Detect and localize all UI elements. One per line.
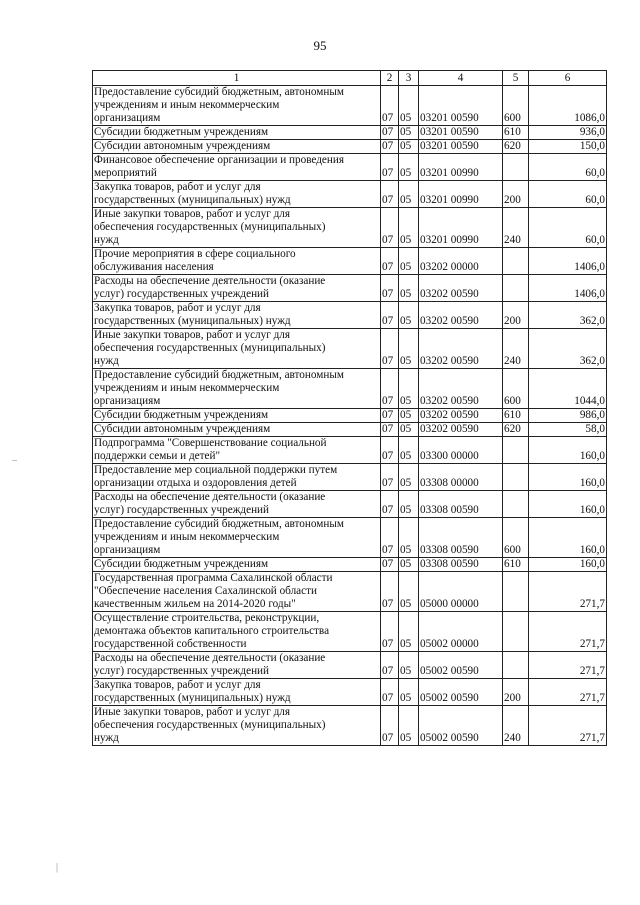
row-name: Расходы на обеспечение деятельности (оказание услуг) государственных учреждений (93, 275, 381, 302)
row-amount: 60,0 (529, 208, 607, 248)
row-section: 07 (381, 208, 399, 248)
row-subsection: 05 (399, 275, 419, 302)
col-header-6: 6 (529, 71, 607, 86)
row-target-code: 03202 00590 (419, 302, 503, 329)
page-number: 95 (313, 38, 327, 53)
row-subsection: 05 (399, 706, 419, 746)
table-row (93, 302, 607, 329)
row-amount: 160,0 (529, 518, 607, 558)
row-name: Расходы на обеспечение деятельности (оказание услуг) государственных учреждений (93, 491, 381, 518)
row-target-code: 05002 00590 (419, 679, 503, 706)
row-expense-type: 600 (503, 369, 529, 409)
row-subsection: 05 (399, 329, 419, 369)
row-expense-type: 240 (503, 706, 529, 746)
table-row (93, 248, 607, 275)
row-section: 07 (381, 369, 399, 409)
row-name: Субсидии бюджетным учреждениям (93, 126, 381, 140)
row-name: Иные закупки товаров, работ и услуг для обеспечения государственных (муниципальных) нужд (93, 208, 381, 248)
row-expense-type: 200 (503, 181, 529, 208)
row-name: Расходы на обеспечение деятельности (оказание услуг) государственных учреждений (93, 652, 381, 679)
row-section: 07 (381, 409, 399, 423)
row-subsection: 05 (399, 126, 419, 140)
row-subsection: 05 (399, 652, 419, 679)
row-target-code: 03202 00590 (419, 329, 503, 369)
row-amount: 60,0 (529, 181, 607, 208)
table-row (93, 572, 607, 612)
row-subsection: 05 (399, 437, 419, 464)
row-section: 07 (381, 612, 399, 652)
row-name: Предоставление субсидий бюджетным, автономным учреждениям и иным некоммерческим организациям (93, 518, 381, 558)
row-expense-type (503, 572, 529, 612)
row-amount: 986,0 (529, 409, 607, 423)
row-target-code: 05002 00000 (419, 612, 503, 652)
budget-table (92, 70, 607, 746)
table-row (93, 275, 607, 302)
margin-dash: | (56, 862, 59, 873)
table-row (93, 409, 607, 423)
row-section: 07 (381, 154, 399, 181)
row-amount: 160,0 (529, 437, 607, 464)
table-row (93, 369, 607, 409)
row-subsection: 05 (399, 140, 419, 154)
row-section: 07 (381, 464, 399, 491)
row-section: 07 (381, 140, 399, 154)
row-name: Закупка товаров, работ и услуг для государственных (муниципальных) нужд (93, 302, 381, 329)
row-amount: 362,0 (529, 329, 607, 369)
row-expense-type: 600 (503, 518, 529, 558)
row-amount: 271,7 (529, 679, 607, 706)
table-row (93, 464, 607, 491)
row-name: Предоставление субсидий бюджетным, автономным учреждениям и иным некоммерческим организациям (93, 369, 381, 409)
row-target-code: 03201 00990 (419, 154, 503, 181)
row-target-code: 03308 00000 (419, 464, 503, 491)
table-row (93, 679, 607, 706)
row-name: Иные закупки товаров, работ и услуг для обеспечения государственных (муниципальных) нужд (93, 329, 381, 369)
row-expense-type: 600 (503, 86, 529, 126)
row-subsection: 05 (399, 423, 419, 437)
row-expense-type (503, 612, 529, 652)
table-row (93, 181, 607, 208)
row-subsection: 05 (399, 369, 419, 409)
row-expense-type (503, 275, 529, 302)
row-name: Осуществление строительства, реконструкции, демонтажа объектов капитального строительства государственной собственности (93, 612, 381, 652)
row-target-code: 03202 00590 (419, 423, 503, 437)
row-subsection: 05 (399, 612, 419, 652)
row-expense-type: 620 (503, 423, 529, 437)
row-amount: 1406,0 (529, 275, 607, 302)
row-name: Финансовое обеспечение организации и проведения мероприятий (93, 154, 381, 181)
row-expense-type (503, 491, 529, 518)
row-expense-type (503, 154, 529, 181)
table-row (93, 612, 607, 652)
row-name: Прочие мероприятия в сфере социального обслуживания населения (93, 248, 381, 275)
row-subsection: 05 (399, 86, 419, 126)
col-header-3: 3 (399, 71, 419, 86)
row-name: Субсидии автономным учреждениям (93, 423, 381, 437)
row-subsection: 05 (399, 491, 419, 518)
row-section: 07 (381, 572, 399, 612)
row-subsection: 05 (399, 154, 419, 181)
row-section: 07 (381, 248, 399, 275)
table-row (93, 706, 607, 746)
row-target-code: 03202 00590 (419, 409, 503, 423)
col-header-1: 1 (93, 71, 381, 86)
row-section: 07 (381, 679, 399, 706)
row-section: 07 (381, 558, 399, 572)
row-amount: 150,0 (529, 140, 607, 154)
row-target-code: 03308 00590 (419, 518, 503, 558)
row-section: 07 (381, 86, 399, 126)
row-amount: 271,7 (529, 572, 607, 612)
row-expense-type: 610 (503, 126, 529, 140)
row-name: Предоставление субсидий бюджетным, автономным учреждениям и иным некоммерческим организациям (93, 86, 381, 126)
table-row (93, 329, 607, 369)
row-section: 07 (381, 423, 399, 437)
row-amount: 1086,0 (529, 86, 607, 126)
row-name: Подпрограмма "Совершенствование социальной поддержки семьи и детей" (93, 437, 381, 464)
row-target-code: 03300 00000 (419, 437, 503, 464)
row-subsection: 05 (399, 679, 419, 706)
row-target-code: 05002 00590 (419, 652, 503, 679)
row-name: Закупка товаров, работ и услуг для государственных (муниципальных) нужд (93, 181, 381, 208)
row-subsection: 05 (399, 518, 419, 558)
row-amount: 271,7 (529, 652, 607, 679)
table-row (93, 140, 607, 154)
row-section: 07 (381, 275, 399, 302)
row-section: 07 (381, 518, 399, 558)
row-name: Субсидии бюджетным учреждениям (93, 409, 381, 423)
row-name: Государственная программа Сахалинской области "Обеспечение населения Сахалинской области качественным жильем на 2014-2020 годы" (93, 572, 381, 612)
row-subsection: 05 (399, 409, 419, 423)
row-expense-type (503, 652, 529, 679)
row-amount: 936,0 (529, 126, 607, 140)
table-row (93, 491, 607, 518)
row-section: 07 (381, 181, 399, 208)
row-expense-type (503, 464, 529, 491)
table-row (93, 423, 607, 437)
row-target-code: 03202 00590 (419, 275, 503, 302)
table-row (93, 86, 607, 126)
row-target-code: 03308 00590 (419, 558, 503, 572)
row-target-code: 03201 00590 (419, 126, 503, 140)
table-row (93, 558, 607, 572)
row-target-code: 03201 00990 (419, 181, 503, 208)
row-subsection: 05 (399, 302, 419, 329)
row-expense-type (503, 437, 529, 464)
row-section: 07 (381, 437, 399, 464)
col-header-4: 4 (419, 71, 503, 86)
row-amount: 160,0 (529, 491, 607, 518)
table-row (93, 437, 607, 464)
row-amount: 362,0 (529, 302, 607, 329)
row-subsection: 05 (399, 464, 419, 491)
table-row (93, 154, 607, 181)
row-amount: 60,0 (529, 154, 607, 181)
row-target-code: 03308 00590 (419, 491, 503, 518)
row-subsection: 05 (399, 248, 419, 275)
row-target-code: 03202 00590 (419, 369, 503, 409)
row-amount: 271,7 (529, 612, 607, 652)
row-name: Субсидии бюджетным учреждениям (93, 558, 381, 572)
row-subsection: 05 (399, 208, 419, 248)
row-expense-type: 240 (503, 329, 529, 369)
row-section: 07 (381, 126, 399, 140)
row-amount: 1044,0 (529, 369, 607, 409)
table-row (93, 208, 607, 248)
row-section: 07 (381, 652, 399, 679)
row-expense-type (503, 248, 529, 275)
row-amount: 160,0 (529, 558, 607, 572)
row-section: 07 (381, 491, 399, 518)
row-target-code: 05000 00000 (419, 572, 503, 612)
row-section: 07 (381, 329, 399, 369)
row-target-code: 05002 00590 (419, 706, 503, 746)
col-header-5: 5 (503, 71, 529, 86)
row-expense-type: 240 (503, 208, 529, 248)
row-subsection: 05 (399, 181, 419, 208)
row-name: Предоставление мер социальной поддержки путем организации отдыха и оздоровления детей (93, 464, 381, 491)
row-amount: 160,0 (529, 464, 607, 491)
row-amount: 271,7 (529, 706, 607, 746)
col-header-2: 2 (381, 71, 399, 86)
row-name: Иные закупки товаров, работ и услуг для обеспечения государственных (муниципальных) нужд (93, 706, 381, 746)
row-target-code: 03201 00990 (419, 208, 503, 248)
row-expense-type: 610 (503, 409, 529, 423)
row-expense-type: 610 (503, 558, 529, 572)
table-row (93, 126, 607, 140)
row-section: 07 (381, 706, 399, 746)
row-subsection: 05 (399, 558, 419, 572)
row-target-code: 03202 00000 (419, 248, 503, 275)
row-expense-type: 200 (503, 302, 529, 329)
row-name: Субсидии автономным учреждениям (93, 140, 381, 154)
row-section: 07 (381, 302, 399, 329)
header-row (93, 71, 607, 86)
row-target-code: 03201 00590 (419, 86, 503, 126)
row-amount: 1406,0 (529, 248, 607, 275)
row-name: Закупка товаров, работ и услуг для государственных (муниципальных) нужд (93, 679, 381, 706)
row-expense-type: 200 (503, 679, 529, 706)
row-expense-type: 620 (503, 140, 529, 154)
margin-dash: – (12, 455, 17, 466)
row-subsection: 05 (399, 572, 419, 612)
table-row (93, 518, 607, 558)
table-row (93, 652, 607, 679)
row-target-code: 03201 00590 (419, 140, 503, 154)
row-amount: 58,0 (529, 423, 607, 437)
